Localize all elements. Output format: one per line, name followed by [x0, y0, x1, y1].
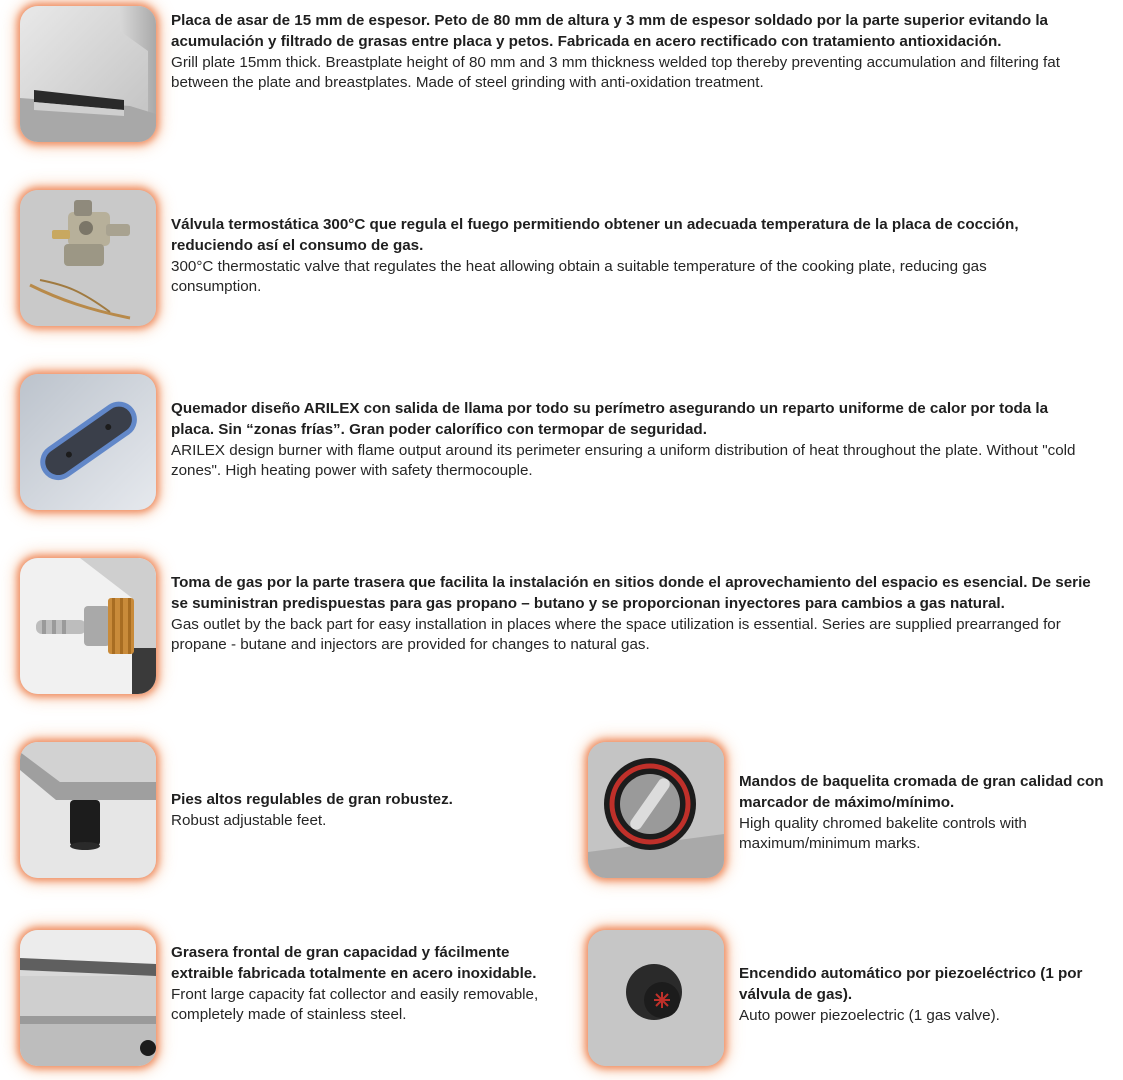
feature-title-es: Encendido automático por piezoeléctrico (1 por válvula de gas). — [739, 965, 1083, 1003]
feature-title-es: Mandos de baquelita cromada de gran calidad con marcador de máximo/mínimo. — [739, 773, 1104, 811]
burner-illustration — [20, 374, 156, 510]
feature-title-es: Quemador diseño ARILEX con salida de llama por todo su perímetro asegurando un reparto uniforme de calor por toda la placa. Sin “zonas frías”. Gran poder calorífico con termopar de seguridad. — [171, 400, 1049, 438]
feature-description-en: Front large capacity fat collector and easily removable, completely made of stainless steel. — [171, 985, 539, 1024]
feet-illustration — [20, 742, 156, 878]
grill-plate-image — [20, 6, 156, 142]
burner-image — [20, 374, 156, 510]
fat-collector-image — [20, 930, 156, 1066]
feature-title-es: Toma de gas por la parte trasera que facilita la instalación en sitios donde el aprovechamiento del espacio es esencial. De serie se suministran predispuestas para gas propano – butano y se proporcionan inyectores para cambios a gas natural. — [171, 574, 1091, 612]
feature-title-es: Placa de asar de 15 mm de espesor. Peto de 80 mm de altura y 3 mm de espesor soldado por la parte superior evitando la acumulación y filtrado de grasas entre placa y petos. Fabricada en acero rectificado con tratamiento antioxidación. — [171, 12, 1048, 50]
valve-image — [20, 190, 156, 326]
feet-image — [20, 742, 156, 878]
feature-title-es: Pies altos regulables de gran robustez. — [171, 791, 453, 808]
feature-description-en: ARILEX design burner with flame output around its perimeter ensuring a uniform distribution of heat throughout the plate. Without "cold zones". High heating power with safety thermocouple. — [171, 441, 1076, 480]
thermostatic-valve-illustration — [20, 190, 156, 326]
piezo-image — [588, 930, 724, 1066]
gas-inlet-illustration — [20, 558, 156, 694]
gas-inlet-image — [20, 558, 156, 694]
piezo-illustration — [588, 930, 724, 1066]
feature-description-en: Gas outlet by the back part for easy installation in places where the space utilization is essential. Series are supplied prearranged for propane - butane and injectors are provided for changes to natural gas. — [171, 615, 1061, 654]
feature-title-es: Grasera frontal de gran capacidad y fácilmente extraible fabricada totalmente en acero inoxidable. — [171, 944, 537, 982]
fat-collector-illustration — [20, 930, 156, 1066]
feature-description-en: High quality chromed bakelite controls with maximum/minimum marks. — [739, 814, 1027, 853]
feature-description-en: Robust adjustable feet. — [171, 811, 327, 829]
grill-plate-illustration — [20, 6, 156, 142]
feature-description-en: Grill plate 15mm thick. Breastplate height of 80 mm and 3 mm thickness welded top thereby preventing accumulation and filtering fat between the plate and breastplates. Made of steel grinding with anti-oxidation treatment. — [171, 53, 1060, 92]
feature-description-en: 300°C thermostatic valve that regulates the heat allowing obtain a suitable temperature of the cooking plate, reducing gas consumption. — [171, 257, 987, 296]
feature-title-es: Válvula termostática 300°C que regula el fuego permitiendo obtener un adecuada temperatura de la placa de cocción, reduciendo así el consumo de gas. — [171, 216, 1019, 254]
knob-illustration — [588, 742, 724, 878]
knob-image — [588, 742, 724, 878]
feature-description-en: Auto power piezoelectric (1 gas valve). — [739, 1006, 1000, 1024]
